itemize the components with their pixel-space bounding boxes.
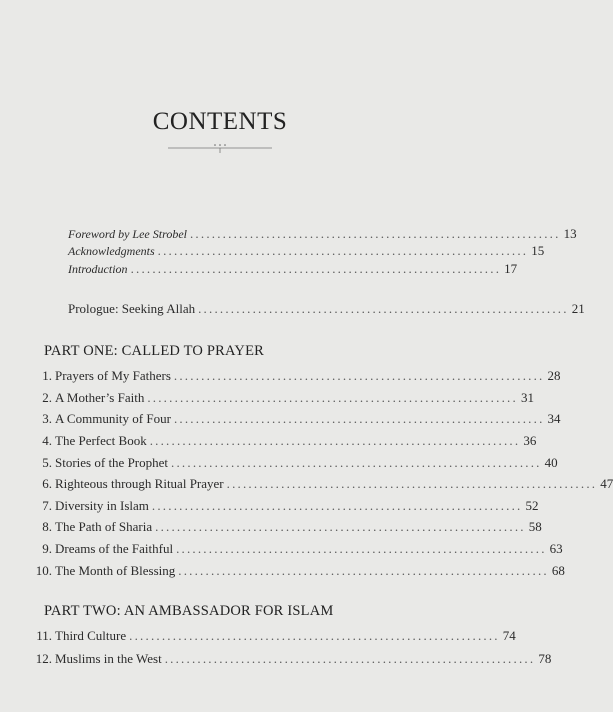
dot-leader: .................................................................... xyxy=(164,651,536,666)
toc-entry-chapter-2[interactable] xyxy=(32,390,534,406)
dot-leader: .................................................................... xyxy=(176,541,547,556)
chapter-number: 3. xyxy=(42,411,52,426)
chapter-number: 1. xyxy=(42,368,52,383)
toc-entry-label: Diversity in Islam xyxy=(55,498,149,513)
toc-entry-page: 21 xyxy=(571,301,585,316)
toc-entry-page: 78 xyxy=(538,651,552,666)
toc-entry-page: 47 xyxy=(600,476,613,491)
chapter-number: 12. xyxy=(35,651,52,666)
toc-entry-label: Acknowledgments xyxy=(68,244,155,258)
toc-entry-chapter-11[interactable] xyxy=(32,628,516,644)
toc-entry-page: 68 xyxy=(551,563,565,578)
toc-entry-page: 17 xyxy=(504,261,518,276)
dot-leader: .................................................................... xyxy=(178,563,549,578)
chapter-number: 7. xyxy=(42,498,52,513)
chapter-number: 2. xyxy=(42,390,52,405)
toc-entry-label: Third Culture xyxy=(55,628,127,643)
toc-entry-chapter-12[interactable] xyxy=(32,651,552,667)
dot-leader: .................................................................... xyxy=(173,368,545,383)
dot-leader: .................................................................... xyxy=(155,519,526,534)
toc-entry-page: 52 xyxy=(525,498,539,513)
toc-entry-label: The Month of Blessing xyxy=(55,563,176,578)
chapter-number: 9. xyxy=(42,541,52,556)
dot-leader: .................................................................... xyxy=(129,628,500,643)
chapter-number: 4. xyxy=(42,433,52,448)
toc-entry-page: 34 xyxy=(547,411,561,426)
dot-leader: .................................................................... xyxy=(149,433,521,448)
toc-entry-chapter-1[interactable] xyxy=(32,368,561,384)
toc-entry-label: A Mother’s Faith xyxy=(55,390,145,405)
toc-entry-label: Prayers of My Fathers xyxy=(55,368,171,383)
toc-entry-page: 74 xyxy=(502,628,516,643)
dot-leader: .................................................................... xyxy=(157,243,529,258)
toc-entry-page: 13 xyxy=(563,226,577,241)
toc-entry-chapter-3[interactable] xyxy=(32,411,561,427)
chapter-number: 8. xyxy=(42,519,52,534)
toc-entry-page: 31 xyxy=(520,390,534,405)
chapter-number: 6. xyxy=(42,476,52,491)
toc-entry-label: Muslims in the West xyxy=(55,651,162,666)
chapter-number: 5. xyxy=(42,455,52,470)
toc-entry-chapter-5[interactable] xyxy=(32,455,558,471)
part-one-heading: PART ONE: CALLED TO PRAYER xyxy=(44,343,264,359)
toc-entry-label: Prologue: Seeking Allah xyxy=(68,301,196,316)
toc-entry-label: The Path of Sharia xyxy=(55,519,153,534)
toc-entry-page: 63 xyxy=(549,541,563,556)
dot-leader: .................................................................... xyxy=(130,261,502,276)
dot-leader: .................................................................... xyxy=(151,498,523,513)
toc-entry-chapter-8[interactable] xyxy=(32,519,542,535)
toc-entry-label: Introduction xyxy=(68,262,128,276)
toc-entry-page: 40 xyxy=(544,455,558,470)
toc-entry-chapter-9[interactable] xyxy=(32,541,563,557)
toc-entry-chapter-6[interactable] xyxy=(32,476,613,492)
toc-entry-label: Dreams of the Faithful xyxy=(55,541,174,556)
page-title: CONTENTS xyxy=(152,108,288,135)
dot-leader: .................................................................... xyxy=(226,476,598,491)
toc-entry-chapter-7[interactable] xyxy=(32,498,539,514)
part-two-heading: PART TWO: AN AMBASSADOR FOR ISLAM xyxy=(44,603,334,619)
toc-entry-page: 15 xyxy=(531,243,545,258)
toc-entry-page: 28 xyxy=(547,368,561,383)
dot-leader: .................................................................... xyxy=(189,226,561,241)
toc-entry-page: 58 xyxy=(528,519,542,534)
toc-entry-label: Righteous through Ritual Prayer xyxy=(55,476,224,491)
toc-entry-label: The Perfect Book xyxy=(55,433,147,448)
toc-entry-chapter-10[interactable] xyxy=(32,563,565,579)
toc-entry-foreword[interactable] xyxy=(68,226,577,242)
toc-entry-introduction[interactable] xyxy=(68,261,518,277)
dot-leader: .................................................................... xyxy=(198,301,569,316)
dot-leader: .................................................................... xyxy=(171,455,542,470)
toc-entry-page: 36 xyxy=(523,433,537,448)
toc-entry-label: A Community of Four xyxy=(55,411,171,426)
toc-entry-acknowledgments[interactable] xyxy=(68,243,545,259)
toc-entry-chapter-4[interactable] xyxy=(32,433,537,449)
toc-entry-label: Stories of the Prophet xyxy=(55,455,169,470)
dot-leader: .................................................................... xyxy=(147,390,518,405)
dot-leader: .................................................................... xyxy=(173,411,545,426)
chapter-number: 11. xyxy=(36,628,52,643)
chapter-number: 10. xyxy=(35,563,52,578)
title-ornament xyxy=(168,143,272,155)
toc-entry-prologue[interactable] xyxy=(68,301,585,317)
toc-entry-label: Foreword by Lee Strobel xyxy=(68,227,187,241)
